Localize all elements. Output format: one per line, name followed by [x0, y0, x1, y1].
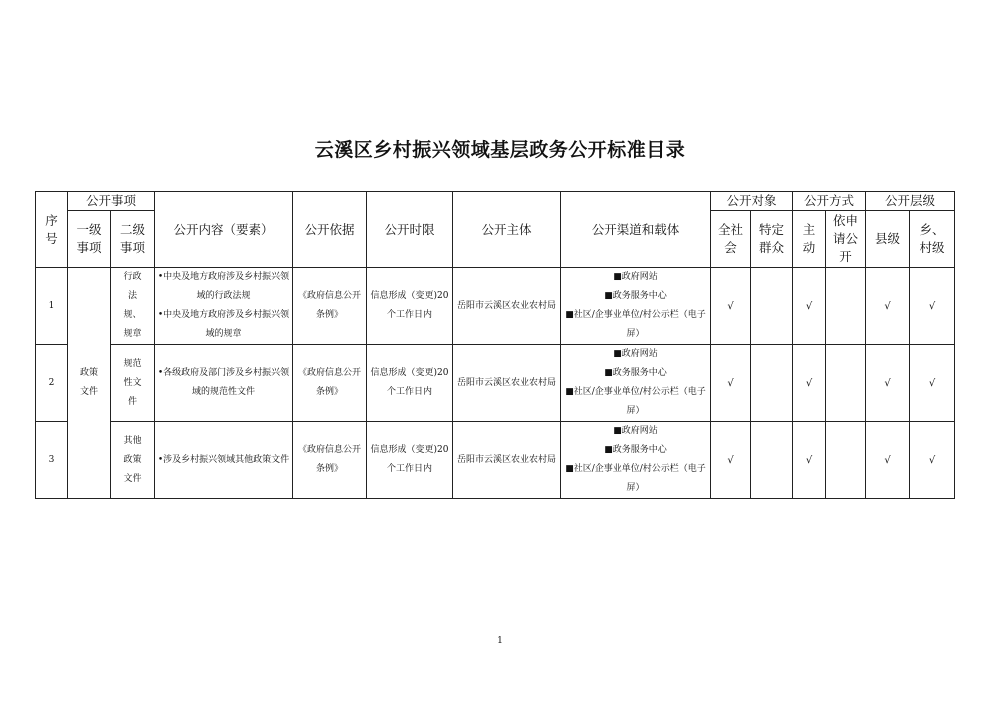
channel-item: ■政务服务中心: [604, 445, 667, 455]
check-audience-all: √: [711, 268, 751, 345]
check-audience-specific: [751, 345, 793, 422]
header-tier-county: 县级: [866, 211, 910, 268]
content-item: •涉及乡村振兴领域其他政策文件: [157, 454, 290, 465]
header-method-request: 依申请公开: [826, 211, 866, 268]
check-tier-village: √: [910, 268, 955, 345]
header-method-active: 主动: [793, 211, 826, 268]
check-tier-village: √: [910, 345, 955, 422]
row-level2: 行政法规、规章: [111, 268, 155, 345]
channel-item: ■政府网站: [613, 272, 658, 282]
table-row: [36, 268, 955, 345]
check-tier-county: √: [866, 345, 910, 422]
check-audience-specific: [751, 422, 793, 499]
row-level2: 规范性文件: [111, 345, 155, 422]
header-level1: 一级事项: [68, 211, 111, 268]
header-audience: 公开对象: [711, 192, 793, 211]
check-method-active: √: [793, 422, 826, 499]
row-time-limit: 信息形成（变更)20个工作日内: [367, 268, 453, 345]
channel-item: ■社区/企事业单位/村公示栏（电子屏）: [565, 387, 706, 416]
row-subject: 岳阳市云溪区农业农村局: [453, 345, 561, 422]
row-content: [155, 268, 293, 345]
row-channels: [561, 268, 711, 345]
check-method-active: √: [793, 268, 826, 345]
channel-item: ■政务服务中心: [604, 368, 667, 378]
row-time-limit: 信息形成（变更)20个工作日内: [367, 422, 453, 499]
table-row: [36, 345, 955, 422]
row-seq: 2: [36, 345, 68, 422]
header-seq: 序号: [36, 192, 68, 268]
disclosure-catalog-table: [35, 191, 955, 499]
channel-item: ■社区/企事业单位/村公示栏（电子屏）: [565, 310, 706, 339]
row-channels: [561, 345, 711, 422]
check-tier-county: √: [866, 422, 910, 499]
row-content: [155, 422, 293, 499]
check-method-request: [826, 345, 866, 422]
row-subject: 岳阳市云溪区农业农村局: [453, 268, 561, 345]
header-tier-village: 乡、村级: [910, 211, 955, 268]
row-subject: 岳阳市云溪区农业农村局: [453, 422, 561, 499]
row-basis: 《政府信息公开条例》: [293, 345, 367, 422]
header-matters: 公开事项: [68, 192, 155, 211]
header-channel: 公开渠道和载体: [561, 192, 711, 268]
check-audience-all: √: [711, 422, 751, 499]
header-subject: 公开主体: [453, 192, 561, 268]
level1-cell: 政策文件: [68, 268, 111, 499]
row-content: [155, 345, 293, 422]
header-audience-all: 全社会: [711, 211, 751, 268]
check-tier-county: √: [866, 268, 910, 345]
channel-item: ■社区/企事业单位/村公示栏（电子屏）: [565, 464, 706, 493]
table-row: [36, 422, 955, 499]
check-method-request: [826, 422, 866, 499]
row-basis: 《政府信息公开条例》: [293, 268, 367, 345]
header-basis: 公开依据: [293, 192, 367, 268]
content-item: •中央及地方政府涉及乡村振兴领域的规章: [157, 310, 290, 339]
document-title: 云溪区乡村振兴领域基层政务公开标准目录: [314, 139, 686, 161]
header-method: 公开方式: [793, 192, 866, 211]
row-channels: [561, 422, 711, 499]
row-time-limit: 信息形成（变更)20个工作日内: [367, 345, 453, 422]
row-seq: 1: [36, 268, 68, 345]
channel-item: ■政务服务中心: [604, 291, 667, 301]
header-content: 公开内容（要素）: [155, 192, 293, 268]
header-tier: 公开层级: [866, 192, 955, 211]
channel-item: ■政府网站: [613, 426, 658, 436]
row-level2: 其他政策文件: [111, 422, 155, 499]
header-time-limit: 公开时限: [367, 192, 453, 268]
header-audience-specific: 特定群众: [751, 211, 793, 268]
header-level2: 二级事项: [111, 211, 155, 268]
check-audience-all: √: [711, 345, 751, 422]
header-row-1: [36, 192, 955, 211]
check-method-request: [826, 268, 866, 345]
channel-item: ■政府网站: [613, 349, 658, 359]
check-tier-village: √: [910, 422, 955, 499]
check-audience-specific: [751, 268, 793, 345]
row-seq: 3: [36, 422, 68, 499]
page-number: 1: [497, 636, 503, 646]
content-item: •中央及地方政府涉及乡村振兴领域的行政法规: [157, 272, 290, 301]
check-method-active: √: [793, 345, 826, 422]
content-item: •各级政府及部门涉及乡村振兴领域的规范性文件: [157, 368, 290, 397]
row-basis: 《政府信息公开条例》: [293, 422, 367, 499]
